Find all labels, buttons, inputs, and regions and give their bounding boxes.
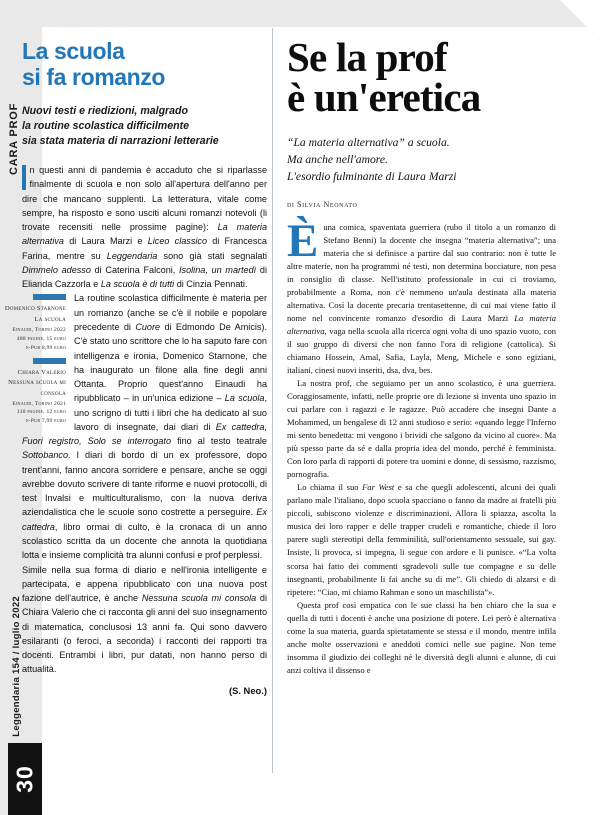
left-headline-line2: si fa romanzo	[22, 63, 166, 90]
article-paragraph-1: È una comica, spaventata guerriera (rubo il titolo a un romanzo di Stefano Benni) la docente che insegna “materia alternativa”; una materia che si definisce a partire dal suo contrario: non è tutte le altre materie, non ha programmi né testi, non determina bocciature, non pesa in consiglio di classe. Nell'istituto professionale in cui ci troviamo, probabilmente a Roma, non c'è nemmeno un'aula destinata alla materia alternativa. Così la docente precaria trentasettenne, di cui mai viene fatto il nome nel convincente romanzo d'esordio di Laura Marzi La materia alternativa, vaga nella scuola alla ricerca ogni volta di uno spazio vuoto, con il suo gruppo di diversi che non fanno l'ora di religione (cattolica). Si chiamano Hossein, Amal, Safia, Layla, Meng, Michele e sono egiziani, italiani, cinesi nuovi inseriti, dsa, dva, bes.	[287, 214, 556, 376]
deck-line3: L'esordio fulminante di Laura Marzi	[287, 170, 457, 184]
book-publisher: Einaudi, Torino 2022	[12, 326, 66, 333]
issue-line: Leggendaria 154 / luglio 2022	[11, 596, 22, 737]
article-paragraph-3: Lo chiama il suo Far West e sa che quegli adolescenti, alcuni dei quali parlano male l'italiano, dopo scuola spacciano o fanno da madre ai fratelli più piccoli, subiscono violenze e discriminazioni. Allora li spiazza, ascolta la musica dei loro rapper e delle trapper crudeli e romantiche, chiede il loro parere sugli stereotipi della femminilità, sull'orientamento sessuale, sui gay. Insiste, li provoca, si impegna, li segue con ardore e li punisce. «“La volta scorsa hai fatto dei commenti sgradevoli sulle tue compagne e su delle insegnanti, probabilmente li fai anche su di me”. Gli chiedo di alzarsi e di ripetere: “Ciao, mi chiamo Rahman e sono un maschilista”».	[287, 482, 556, 597]
article-deck	[287, 134, 556, 186]
book-title: Nessuna scuola mi consola	[8, 379, 66, 397]
left-headline	[22, 38, 267, 90]
book-author: Domenico Starnone	[4, 305, 66, 313]
book-title: La scuola	[34, 316, 66, 324]
standfirst-line1: Nuovi testi e riedizioni, malgrado	[22, 104, 188, 117]
book-epub-price: e-Pub 8,99 euro	[26, 344, 66, 351]
book-pages-price: 110 pagine, 12 euro	[17, 409, 66, 416]
book-rule	[33, 294, 66, 300]
deck-line1: “La materia alternativa” a scuola.	[287, 135, 450, 149]
article-paragraph-4: Questa prof così empatica con le sue classi ha ben chiaro che la sua e quella di tutti i docenti è anche una posizione di potere. Lei però è alternativa come la sua materia, guarda spietatamente se stessa e il mondo, mentre infila anche molte osservazioni e aneddoti comici nelle sue pagine. Non teme insomma il giudizio dei colleghi né le diversità degli alunni e alunne, di cui anzi coltiva il dissenso e	[287, 599, 556, 675]
page-fold-highlight	[560, 0, 600, 40]
book-epub-price: e-Pub 7,99 euro	[26, 418, 66, 425]
book-rule	[33, 358, 66, 364]
standfirst-line2: la routine scolastica difficilmente	[22, 120, 190, 132]
book-info-1	[0, 294, 66, 352]
left-paragraph-3: Simile nella sua forma di diario e nell'ironia intelligente e partecipata, e appena ripubblicato con una nuova post fazione dell'autrice, è anche Nessuna scuola mi consola di Chiara Valerio che ci racconta gli anni del suo insegnamento di matematica, conclusosi 13 anni fa. Qui sono davvero esilaranti (o feroci, a seconda) i racconti dei rapporti tra docenti. Entrambi i libri, pur datati, non hanno perso di attualità.	[22, 564, 268, 675]
page-number: 30	[11, 765, 38, 793]
initial-bar	[22, 165, 26, 190]
left-signoff: (S. Neo.)	[228, 684, 267, 696]
right-column	[272, 28, 556, 773]
article-paragraph-2: La nostra prof, che seguiamo per un anno scolastico, è una guerriera. Coraggiosamente, infatti, nelle proprie ore di lezione si inventa uno spazio in cui parlare con i ragazzi e le ragazze. Può accadere che insegni Dante a Mohammed, un bengalese di 12 anni studioso e serio: «quando legge l'Inferno mi sento benedetta: mi vengono i brividi che salgono da vicino al cuore». Ma più spesso parte da sé e dalla propria idea del mondo, perché è femminista. Con loro parla di rapporti di potere tra uomini e donne, di sessismo, razzismo, pornografia.	[287, 378, 556, 480]
book-pages-price: 488 pagine, 15 euro	[16, 335, 66, 342]
drop-cap: È	[287, 214, 319, 267]
section-rubric: CARA PROF	[8, 102, 20, 175]
article-title-line2: è un'eretica	[287, 73, 481, 120]
left-paragraph-2: La routine scolastica difficilmente è materia per un romanzo (anche se c'è il nobile e popolare precedente di Cuore di Edmondo De Amicis). C'è stato uno scrittore che lo ha saputo fare con intelligenza e ironia, Domenico Starnone, che ha inaugurato un filone alla fine degli anni Ottanta. Proprio quest'anno Einaudi ha ripubblicato – in un'unica edizione – La scuola, uno scrigno di tutti i libri che ha dedicato al suo lavoro di insegnate, dai diari di Ex cattedra, Fuori registro, Solo se interrogato fino al testo teatrale Sottobanco. I diari di bordo di un ex professore, dopo trent'anni, fanno ancora sorridere e pensare, anche se oggi avrebbe dovuto scrivere di tante riforme e nuovi protocolli, di test Invalsi e multiculturalismo, con la nuova deriva aziendalistica che le scuole sono costrette a perseguire. Ex cattedra, libro ormai di culto, è la cronaca di un anno scolastico scritta da un docente che annota la quotidiana lotta e insieme complicità tra alunni confusi e prof perplessi.	[22, 293, 267, 561]
standfirst-line3: sia stata materia di narrazioni letterarie	[22, 135, 219, 148]
left-standfirst	[22, 104, 267, 149]
article-title	[287, 34, 556, 120]
left-headline-line1: La scuola	[22, 38, 125, 64]
article-body	[287, 214, 556, 677]
deck-line2: Ma anche nell'amore.	[287, 152, 388, 166]
article-byline: di Silvia Neonato	[287, 199, 358, 209]
book-author: Chiara Valerio	[17, 368, 66, 376]
book-publisher: Einaudi, Torino 2021	[12, 400, 66, 407]
left-paragraph-1: n questi anni di pandemia è accaduto che si riparlasse finalmente di scuola e non solo all'apertura dell'anno per dire che mancano supplenti. La letteratura, vitale come sempre, ha risposto e sono usciti alcuni romanzi notevoli (li trovate recensiti nelle prossime pagine): La materia alternativa di Laura Marzi e Liceo classico di Francesca Farina, mentre su Leggendaria sono già stati segnalati Dimmelo adesso di Caterina Falconi, Isolina, un martedì di Elianda Cazzorla e La scuola è di tutti di Cinzia Pennati.	[22, 165, 268, 290]
book-info-2	[0, 358, 66, 427]
article-title-line1: Se la prof	[287, 34, 447, 80]
